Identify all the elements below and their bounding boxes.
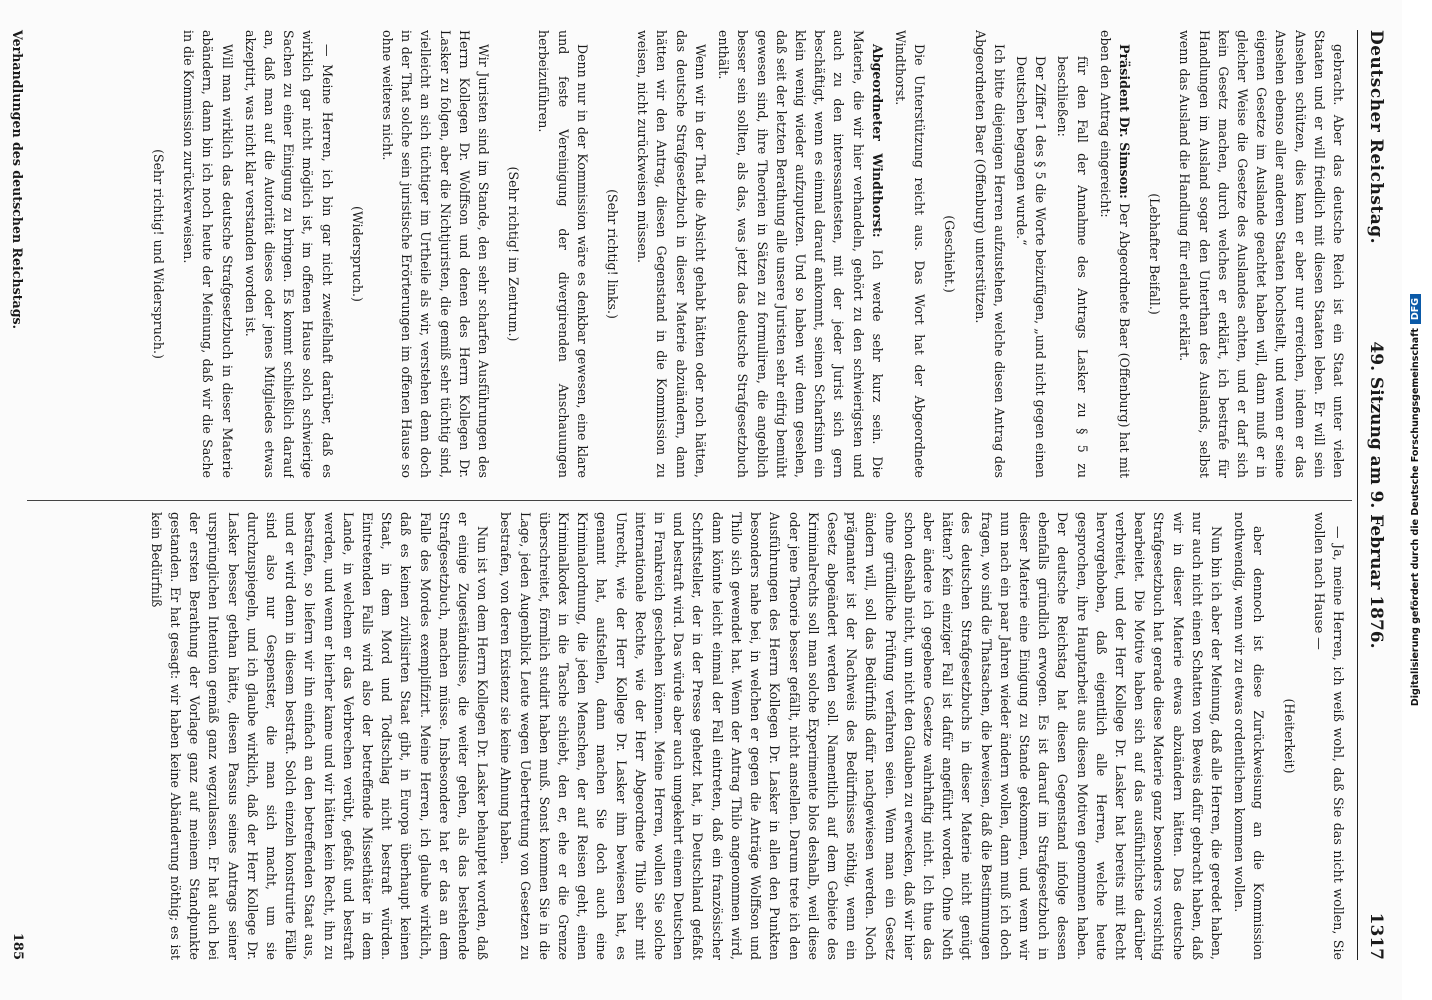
paragraph-text: — Ja, meine Herren, ich weiß wohl, daß Sie das nicht wollen, Sie wollen nach Hause — [1311,512,1346,960]
paragraph-text: (Widerspruch.) [349,206,365,302]
interjection [603,30,622,478]
left-column [18,30,1348,478]
interjection [1279,512,1298,960]
interjection [504,30,523,478]
paragraph-text: Nun bin ich aber der Meinung, daß alle Herren, die geredet haben, nur auch nicht einen Schatten von Beweis dafür gebracht haben, daß wir in dieser Materie etwas abzuändern hätten. Das deutsche Strafgesetzbuch hat gerade diese Materie ganz besonders vorsichtig bearbeitet. Die Motive haben sich auf das ausführlichste darüber verbreitet, und der Herr Kollege Dr. Lasker hat bereits mit Recht hervorgehoben, daß eigentlich alle Herren, welche heute gesprochen, ihre Hauptarbeit aus diesen Motiven genommen haben. Der deutsche Reichstag hat diesen Gegenstand infolge dessen ebenfalls gründlich erwogen. Es ist darauf im Strafgesetzbuch in dieser Materie eine Einigung zu Stande gekommen, und wenn wir nun nach ein paar Jahren wieder ändern wollen, dann muß ich doch fragen, wo sind die Thatsachen, die beweisen, daß die Bestimmungen des deutschen Strafgesetzbuchs in dieser Materie nicht genügt hätten? Kein einziger Fall ist dafür angeführt worden. Ohne Noth aber ändere ich gegebene Gesetze wahrhaftig nicht. Ich thue das schon deshalb nicht, um nicht den Glauben zu erwecken, daß wir hier ohne gründliche Prüfung verfahren seien. Wenn man ein Gesetz ändern will, soll das Bedürfniß dafür nachgewiesen werden. Noch prägnanter ist der Nachweis des Bedürfnisses nöthig, wenn ein Gesetz abgeändert werden soll. Namentlich auf dem Gebiete des Kriminalrechts soll man solche Experimente blos deshalb, weil diese oder jene Theorie besser gefällt, nicht anstellen. Darum trete ich den Ausführungen des Herrn Kollegen Dr. Lasker in allen den Punkten besonders nahe bei, in welchen er gegen die Anträge Wolffson und Thilo sich gewendet hat. Wenn der Antrag Thilo angenommen wird, dann könnte leicht einmal der Fall eintreten, daß ein französischer Schriftsteller, der in der Presse gehetzt hat, in Deutschland gefaßt und bestraft wird. Das würde aber auch umgekehrt einem Deutschen in Frankreich geschehen können. Meine Herren, wollen Sie solche internationale Rechte, wie der Herr Abgeordnete Thilo sehr mit Unrecht, wie der Herr Kollege Dr. Lasker ihm bewiesen hat, es genannt hat, aufstellen, dann machen Sie doch auch eine Kriminalordnung, die jeden Menschen, der auf Reisen geht, einen Kriminalkodex in die Tasche schiebt, den er, ehe er die Grenze überschreitet, förmlich studirt haben muß. Sonst kommen Sie in die Lage, jeden Augenblick Leute wegen Uebertretung von Gesetzen zu bestrafen, von deren Existenz sie keine Ahnung haben. [498,512,1224,960]
paragraph-text: Wir Juristen sind im Stande, den sehr scharfen Ausführungen des Herrn Kollegen Dr. Wolffson und denen des Herrn Kollegen Dr. Lasker zu folgen, aber die Nichtjuristen, die gemiß sehr tüchtig sind, vielleicht an sich tüchtiger im Urtheile als wir, verstehen denn doch in der That solche sein juristische Erörterungen im offenen Hause so ohne weiteres nicht. [380,30,492,478]
page-number: 1317 [1366,912,1386,960]
header-rule [1357,30,1358,960]
speaker-name: Präsident Dr. Simson: [1116,44,1132,199]
paragraph [378,30,493,478]
paragraph [1230,512,1268,960]
paragraph-text: Wenn wir in der That die Absicht gehabt hätten oder noch hätten, das deutsche Strafgesetzbuch in dieser Materie abzuändern, dann hätten wir den Antrag, diesen Gegenstand in die Kommission zu weisen, nicht zurückweisen müssen. [635,30,708,478]
journal-title: Deutscher Reichstag. [1366,30,1386,245]
quoted-motion [1012,56,1050,478]
paragraph-text: (Geschieht.) [942,215,958,293]
paragraph [1175,30,1348,478]
quoted-motion [1053,56,1091,478]
column-divider [27,500,1352,501]
paragraph-text: aber dennoch ist diese Zurückweisung an die Kommission nothwendig, wenn wir zu etwas ordentlichem kommen wollen. [1232,512,1267,960]
paragraph [1310,512,1348,960]
dfg-watermark [1402,0,1432,1000]
interjection [940,30,959,478]
paragraph-text: Der Abgeordnete Baer (Offenburg) hat mit eben den Antrag eingereicht: [1097,30,1132,478]
paragraph-text: Ich bitte diejenigen Herren aufzustehen, welche diesen Antrag des Abgeordneten Baer (Offenburg) unterstützen. [972,30,1007,478]
paragraph-text: Nun ist von dem Herrn Kollegen Dr. Lasker behauptet worden, daß er einige Zugeständnisse, die weiter gehen, als das bestehende Strafgesetzbuch, machen müsse. Insbesondere hat er das an dem Falle des Mordes exemplifizirt. Meine Herren, ich glaube wirklich, daß es keinen zivilisirten Staat gibt, in Europa überhaupt keinen Staat, in dem Mord und Todtschlag nicht bestraft würden. Eintretenden Falls wird also der betreffende Missethäter in dem Lande, in welchem er das Verbrechen verübt, gefaßt und bestraft werden, und wenn er hierher kame und wir hätten kein Recht, ihn zu bestrafen, so liefern wir ihn einfach an den betreffenden Staat aus, und er wird denn in diesem bestraft. Solch einzeln konstruirte Fälle sind also nur Gespenster, die man sich macht, um sie durchzuspiegeln, und ich glaube wirklich, daß der Herr Kollege Dr. Lasker besser gethan hätte, diesen Passus seines Antrags seiner ursprünglichen Intention gemäß ganz wegzulassen. Er hat auch bei der ersten Berathung der Vorlage ganz auf meinem Standpunkte gestanden. Er hat gesagt: wir haben keine Abänderung nöthig; es ist kein Bedürfniß [148,512,491,960]
speaker-name: Abgeordneter Windthorst: [869,44,885,238]
dfg-logo: DFG [1410,294,1421,324]
paragraph [633,30,710,478]
paragraph [1096,30,1134,478]
paragraph-text: (Lebhafter Beifall.) [1147,193,1163,315]
paragraph [147,512,493,960]
paragraph [714,30,887,478]
session-title: 49. Sitzung am 9. Februar 1876. [1366,341,1386,649]
paragraph-text: Der Ziffer 1 des § 5 die Worte beizufügen, „und nicht gegen einen Deutschen begangen wurde.“ [1013,56,1049,478]
footer-proceedings: Verhandlungen des deutschen Reichstags. [10,30,25,329]
paragraph [534,30,592,478]
interjection [348,30,367,478]
paragraph-text: gebracht. Aber das deutsche Reich ist ein Staat unter vielen Staaten und er will friedlich mit diesen Staaten leben. Er will sein Ansehen schützen, dies kann er aber nur erreichen, indem er das Ansehen ebenso aller anderen Staaten hochstellt, und wenn er seine eigenen Gesetze im Auslande geachtet haben will, dann muß er in gleicher Weise die Gesetze des Auslandes achten, und er darf sich kein Gesetz machen, durch welches er erklärt, ich bestrafe für Handlungen im Ausland sogar den Unterthan des Auslands, selbst wenn das Ausland die Handlung für erlaubt erklärt. [1177,30,1346,478]
page-header [1360,30,1386,960]
paragraph-text: (Sehr richtig! links.) [605,189,621,319]
paragraph [496,512,1226,960]
paragraph-text: Will man wirklich das deutsche Strafgesetzbuch in dieser Materie abändern, dann bin ich noch heute der Meinung, daß wir die Sache in die Kommission zurückverweisen. [181,30,235,478]
paragraph-text: Ich werde sehr kurz sein. Die Materie, die wir hier verhandeln, gehört zu den schwierigsten und auch zu den interessantesten, mit der jeder Jurist sich gern beschäftigt, wenn es einmal darauf ankommt, seinen Scharfsinn ein klein wenig wieder aufzuputzen. Und so haben wir denn gesehen, daß seit der letzten Berathung alle unsere Juristen sehr eifrig bemüht gewesen sind, ihre Theorien in Sätzen zu formuliren, die angeblich besser sein sollten, als das, was jetzt das deutsche Strafgesetzbuch enthält. [716,30,885,478]
paragraph-text: Die Unterstützung reicht aus. Das Wort hat der Abgeordnete Windthorst. [892,30,928,478]
paragraph-text: (Sehr richtig! und Widerspruch.) [151,149,167,359]
paragraph [891,30,929,478]
paragraph-text: Denn nur in der Kommission wäre es denkbar gewesen, eine klare und feste Vereinigung der divergirenden Anschauungen herbeizuführen. [536,30,590,478]
paragraph-text: (Sehr richtig! im Zentrum.) [506,166,522,342]
paragraph [179,30,237,478]
paragraph-text: — Meine Herren, ich bin gar nicht zweifelhaft darüber, daß es wirklich gar nicht möglich ist, im offenen Hause solch schwierige Sachen zu einer Einigung zu bringen. Es kommt schließlich darauf an, daß man auf die Autorität dieses oder jenes Mitgliedes etwas akzeptirt, was nicht klar verstanden worden ist. [242,30,335,478]
paragraph-text: (Heiterkeit) [1281,698,1297,774]
interjection [149,30,168,478]
watermark-text: Digitalisierung gefördert durch die Deutsche Forschungsgemeinschaft [1410,328,1421,707]
right-column [18,512,1348,960]
interjection [1145,30,1164,478]
paragraph [970,30,1008,478]
paragraph-text: für den Fall der Annahme des Antrags Lasker zu § 5 zu beschließen: [1055,56,1090,478]
paragraph [241,30,337,478]
signature-mark: 185 [10,932,25,960]
